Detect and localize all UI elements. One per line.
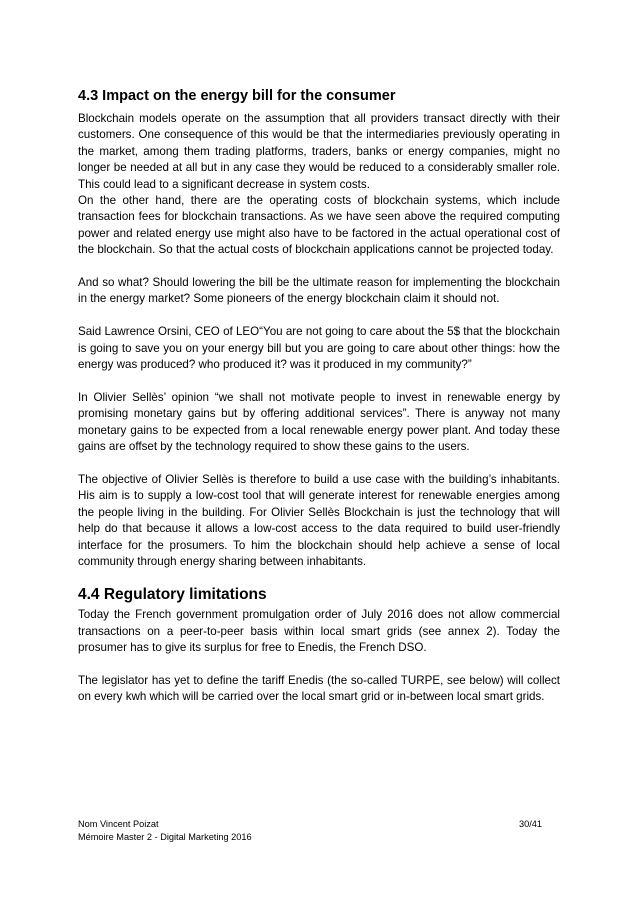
document-body [78,86,560,706]
section-heading-4-3: 4.3 Impact on the energy bill for the consumer [78,88,396,104]
section-heading-4-4: 4.4 Regulatory limitations [78,586,267,604]
paragraph: Said Lawrence Orsini, CEO of LEO“You are not going to care about the 5$ that the blockchain is going to save you on your energy bill but you are going to care about other things: how the energy was produced? who produced it? was it produced in my community?” [78,325,560,372]
paragraph: And so what? Should lowering the bill be the ultimate reason for implementing the blockchain in the energy market? Some pioneers of the energy blockchain claim it should not. [78,276,560,306]
paragraph: On the other hand, there are the operating costs of blockchain systems, which include transaction fees for blockchain transactions. As we have seen above the required computing power and related energy use might also have to be factored in the actual operational cost of the blockchain. So that the actual costs of blockchain applications cannot be projected today. [78,194,560,257]
paragraph: In Olivier Sellès’ opinion “we shall not motivate people to invest in renewable energy by promising monetary gains but by offering additional services”. There is anyway not many monetary gains to be expected from a local renewable energy power plant. And today these gains are offset by the technology required to show these gains to the users. [78,390,560,454]
page-footer [78,818,560,843]
page-number: 30/41 [519,819,542,829]
paragraph: Blockchain models operate on the assumption that all providers transact directly with their customers. One consequence of this would be that the intermediaries previously operating in the market, among them trading platforms, traders, banks or energy companies, might no longer be needed at all but in any case they would be reduced to a considerably smaller role. This could lead to a significant decrease in system costs. [78,112,560,191]
footer-course: Mémoire Master 2 - Digital Marketing 2016 [78,831,252,842]
paragraph: The objective of Olivier Sellès is therefore to build a use case with the building’s inhabitants. His aim is to supply a low-cost tool that will generate interest for renewable energies among the people living in the building. For Olivier Sellès Blockchain is just the technology that will help do that because it allows a low-cost access to the data required to build user-friendly interface for the prosumers. To him the blockchain should help achieve a sense of local community through energy sharing between inhabitants. [78,472,560,568]
footer-author: Nom Vincent Poizat [78,819,159,829]
paragraph: Today the French government promulgation order of July 2016 does not allow commercial transactions on a peer-to-peer basis within local smart grids (see annex 2). Today the prosumer has to give its surplus for free to Enedis, the French DSO. [78,608,560,655]
paragraph: The legislator has yet to define the tariff Enedis (the so-called TURPE, see below) will collect on every kwh which will be carried over the local smart grid or in-between local smart grids. [78,673,560,704]
